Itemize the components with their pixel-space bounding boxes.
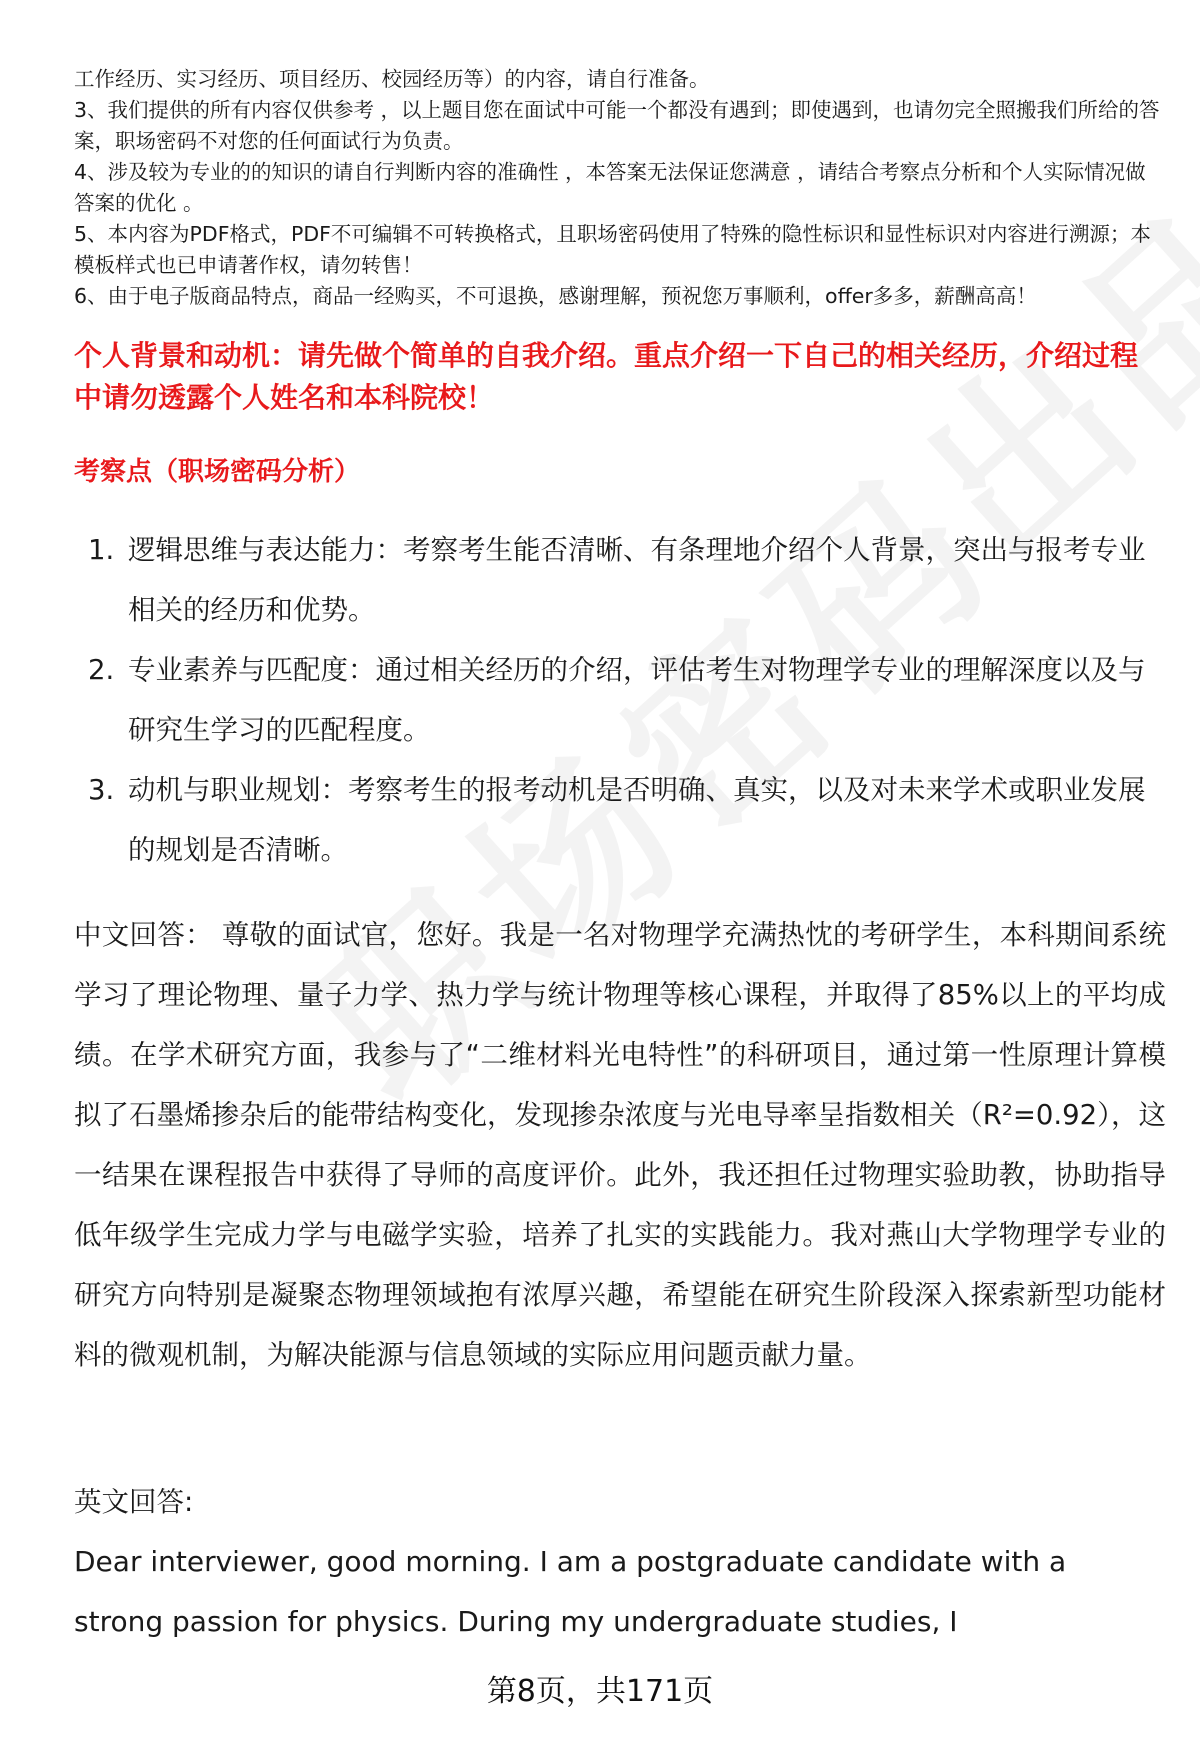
interview-question: 个人背景和动机：请先做个简单的自我介绍。重点介绍一下自己的相关经历，介绍过程中请勿透露个人姓名和本科院校！	[74, 339, 1139, 414]
notes-block	[74, 64, 1164, 312]
list-item	[74, 520, 1164, 640]
list-item-text: 专业素养与匹配度：通过相关经历的介绍，评估考生对物理学专业的理解深度以及与研究生学习的匹配程度。	[128, 654, 1146, 746]
list-number: 3.	[88, 774, 115, 806]
note-line: 6、由于电子版商品特点，商品一经购买，不可退换，感谢理解，预祝您万事顺利，offer多多，薪酬高高！	[74, 284, 1037, 308]
note-line: 5、本内容为PDF格式，PDF不可编辑不可转换格式，且职场密码使用了特殊的隐性标识和显性标识对内容进行溯源；本模板样式也已申请著作权，请勿转售！	[74, 222, 1151, 277]
chinese-answer: 中文回答： 尊敬的面试官，您好。我是一名对物理学充满热忱的考研学生，本科期间系统学习了理论物理、量子力学、热力学与统计物理等核心课程，并取得了85%以上的平均成绩。在学术研究方面，我参与了“二维材料光电特性”的科研项目，通过第一性原理计算模拟了石墨烯掺杂后的能带结构变化，发现掺杂浓度与光电导率呈指数相关（R²=0.92），这一结果在课程报告中获得了导师的高度评价。此外，我还担任过物理实验助教，协助指导低年级学生完成力学与电磁学实验，培养了扎实的实践能力。我对燕山大学物理学专业的研究方向特别是凝聚态物理领域抱有浓厚兴趣，希望能在研究生阶段深入探索新型功能材料的微观机制，为解决能源与信息领域的实际应用问题贡献力量。	[74, 919, 1166, 1371]
note-line: 3、我们提供的所有内容仅供参考 ，以上题目您在面试中可能一个都没有遇到；即使遇到，也请勿完全照搬我们所给的答案，职场密码不对您的任何面试行为负责。	[74, 98, 1160, 153]
page-number: 第8页，共171页	[486, 1674, 714, 1709]
assessment-points	[74, 520, 1164, 880]
list-item	[74, 760, 1164, 880]
note-line: 4、涉及较为专业的的知识的请自行判断内容的准确性 ，本答案无法保证您满意 ，请结合考察点分析和个人实际情况做答案的优化 。	[74, 160, 1146, 215]
list-item-text: 逻辑思维与表达能力：考察考生能否清晰、有条理地介绍个人背景，突出与报考专业相关的经历和优势。	[128, 534, 1146, 626]
list-number: 1.	[88, 534, 115, 566]
english-answer-label: 英文回答:	[74, 1486, 194, 1518]
list-number: 2.	[88, 654, 115, 686]
note-line: 工作经历、实习经历、项目经历、校园经历等）的内容，请自行准备。	[74, 67, 710, 91]
list-item	[74, 640, 1164, 760]
english-answer: Dear interviewer, good morning. I am a postgraduate candidate with a strong passion for physics. During my undergraduate studies, I	[74, 1545, 1067, 1638]
section-title: 考察点（职场密码分析）	[74, 457, 361, 487]
list-item-text: 动机与职业规划：考察考生的报考动机是否明确、真实，以及对未来学术或职业发展的规划是否清晰。	[128, 774, 1146, 866]
